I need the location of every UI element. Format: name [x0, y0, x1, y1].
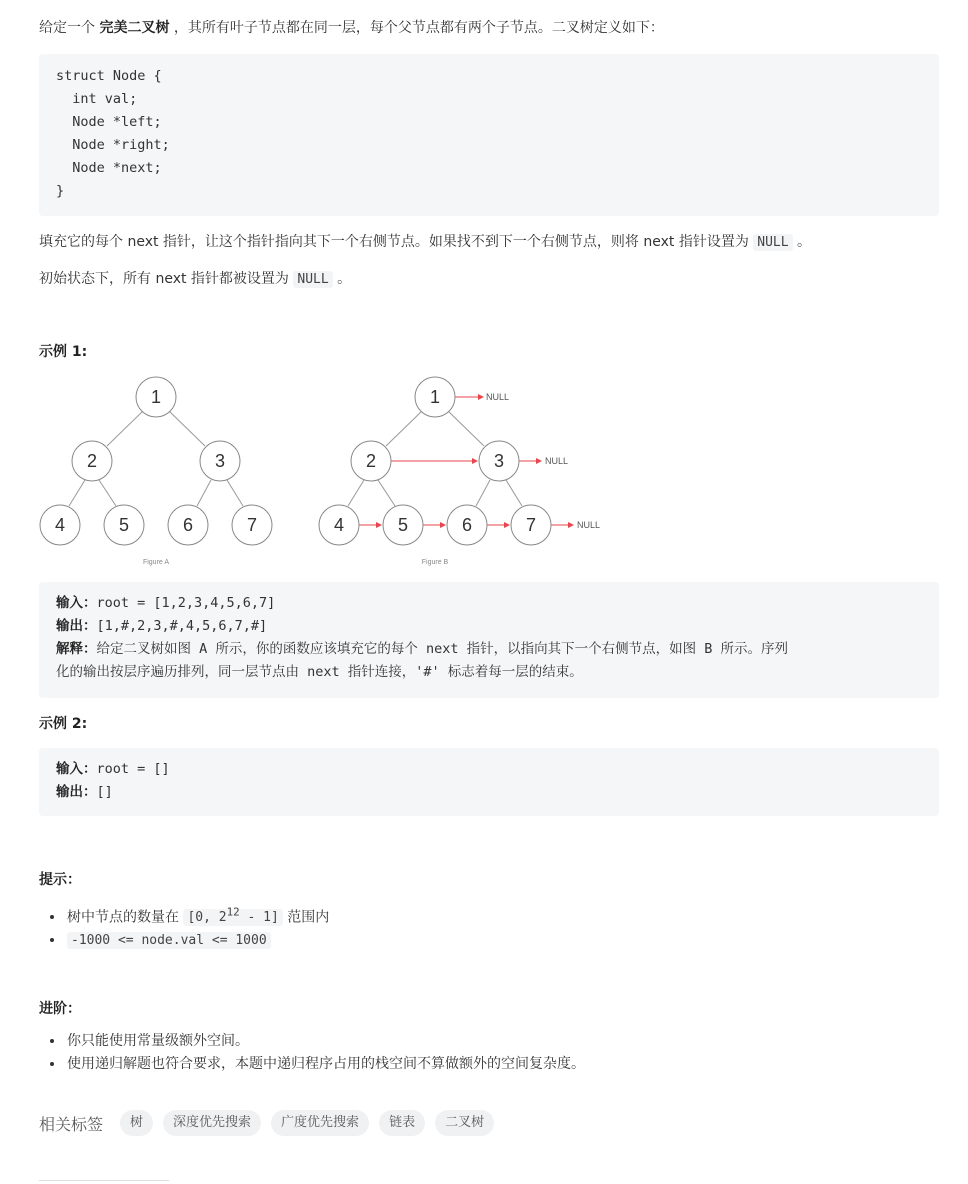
related-tags [39, 1110, 504, 1136]
list-item: • 树中节点的数量在 [0, $2^{12} - 1$] 范围内 [65, 901, 329, 929]
struct-code: struct Node { int val; Node *left; Node *right; Node *next; } [56, 68, 170, 199]
advanced-list [65, 1030, 585, 1076]
example-1-output: 输出：[1,#,2,3,#,4,5,6,7,#] [56, 618, 268, 634]
example-1-title: 示例 1: [39, 344, 88, 360]
node-label: 2 [365, 451, 377, 471]
node-label: 5 [397, 515, 409, 535]
figure-a-caption: Figure A [142, 559, 170, 566]
example-2-output: 输出：[] [56, 784, 113, 800]
tag-binary-tree[interactable]: 二叉树 [435, 1110, 494, 1136]
figure-b-caption: Figure B [421, 559, 449, 566]
node-label: 6 [182, 515, 194, 535]
divider [39, 1180, 169, 1181]
val-range-code: -1000 <= node.val <= 1000 [67, 932, 271, 949]
hints-title: 提示： [39, 872, 81, 888]
node-label: 6 [461, 515, 473, 535]
example-2-input: 输入：root = [] [56, 761, 170, 777]
node-label: 7 [246, 515, 258, 535]
range-code: [0, $2^{12} - 1$] [183, 909, 282, 926]
example-1-block [39, 582, 939, 698]
example-1-figures [39, 372, 639, 572]
null-label: NULL [577, 520, 601, 530]
node-label: 4 [54, 515, 66, 535]
node-label: 3 [214, 451, 226, 471]
tag-tree[interactable]: 树 [120, 1110, 153, 1136]
tag-bfs[interactable]: 广度优先搜索 [271, 1110, 369, 1136]
node-label: 3 [493, 451, 505, 471]
tag-dfs[interactable]: 深度优先搜索 [163, 1110, 261, 1136]
example-2-title: 示例 2: [39, 716, 88, 732]
null-code: NULL [753, 234, 792, 251]
list-item: • 使用递归解题也符合要求，本题中递归程序占用的栈空间不算做额外的空间复杂度。 [65, 1053, 585, 1076]
null-label: NULL [486, 392, 510, 402]
intro-paragraph: 给定一个 完美二叉树 ，其所有叶子节点都在同一层，每个父节点都有两个子节点。二叉树定义如下： [39, 20, 664, 36]
advanced-title: 进阶： [39, 1001, 81, 1017]
node-label: 5 [118, 515, 130, 535]
perfect-binary-tree-term: 完美二叉树 [99, 20, 170, 36]
null-label: NULL [545, 456, 569, 466]
initial-state-paragraph: 初始状态下，所有 next 指针都被设置为 NULL 。 [39, 271, 352, 287]
example-1-input: 输入：root = [1,2,3,4,5,6,7] [56, 595, 276, 611]
list-item: • 你只能使用常量级额外空间。 [65, 1030, 585, 1053]
node-label: 1 [150, 387, 162, 407]
tag-linked-list[interactable]: 链表 [379, 1110, 425, 1136]
node-label: 7 [525, 515, 537, 535]
node-label: 4 [333, 515, 345, 535]
example-1-explanation-cont: 化的输出按层序遍历排列，同一层节点由 next 指针连接，'#' 标志着每一层的结束。 [56, 664, 583, 680]
related-tags-label: 相关标签 [39, 1114, 104, 1134]
hints-list [65, 901, 329, 952]
list-item [65, 929, 329, 952]
node-label: 2 [86, 451, 98, 471]
next-pointer-paragraph: 填充它的每个 next 指针，让这个指针指向其下一个右侧节点。如果找不到下一个右侧节点，则将 next 指针设置为 NULL 。 [39, 234, 812, 250]
null-code: NULL [293, 271, 332, 288]
node-label: 1 [429, 387, 441, 407]
example-2-block [39, 748, 939, 816]
struct-code-block [39, 54, 939, 216]
example-1-explanation: 解释：给定二叉树如图 A 所示，你的函数应该填充它的每个 next 指针，以指向其下一个右侧节点，如图 B 所示。序列 [56, 641, 789, 657]
